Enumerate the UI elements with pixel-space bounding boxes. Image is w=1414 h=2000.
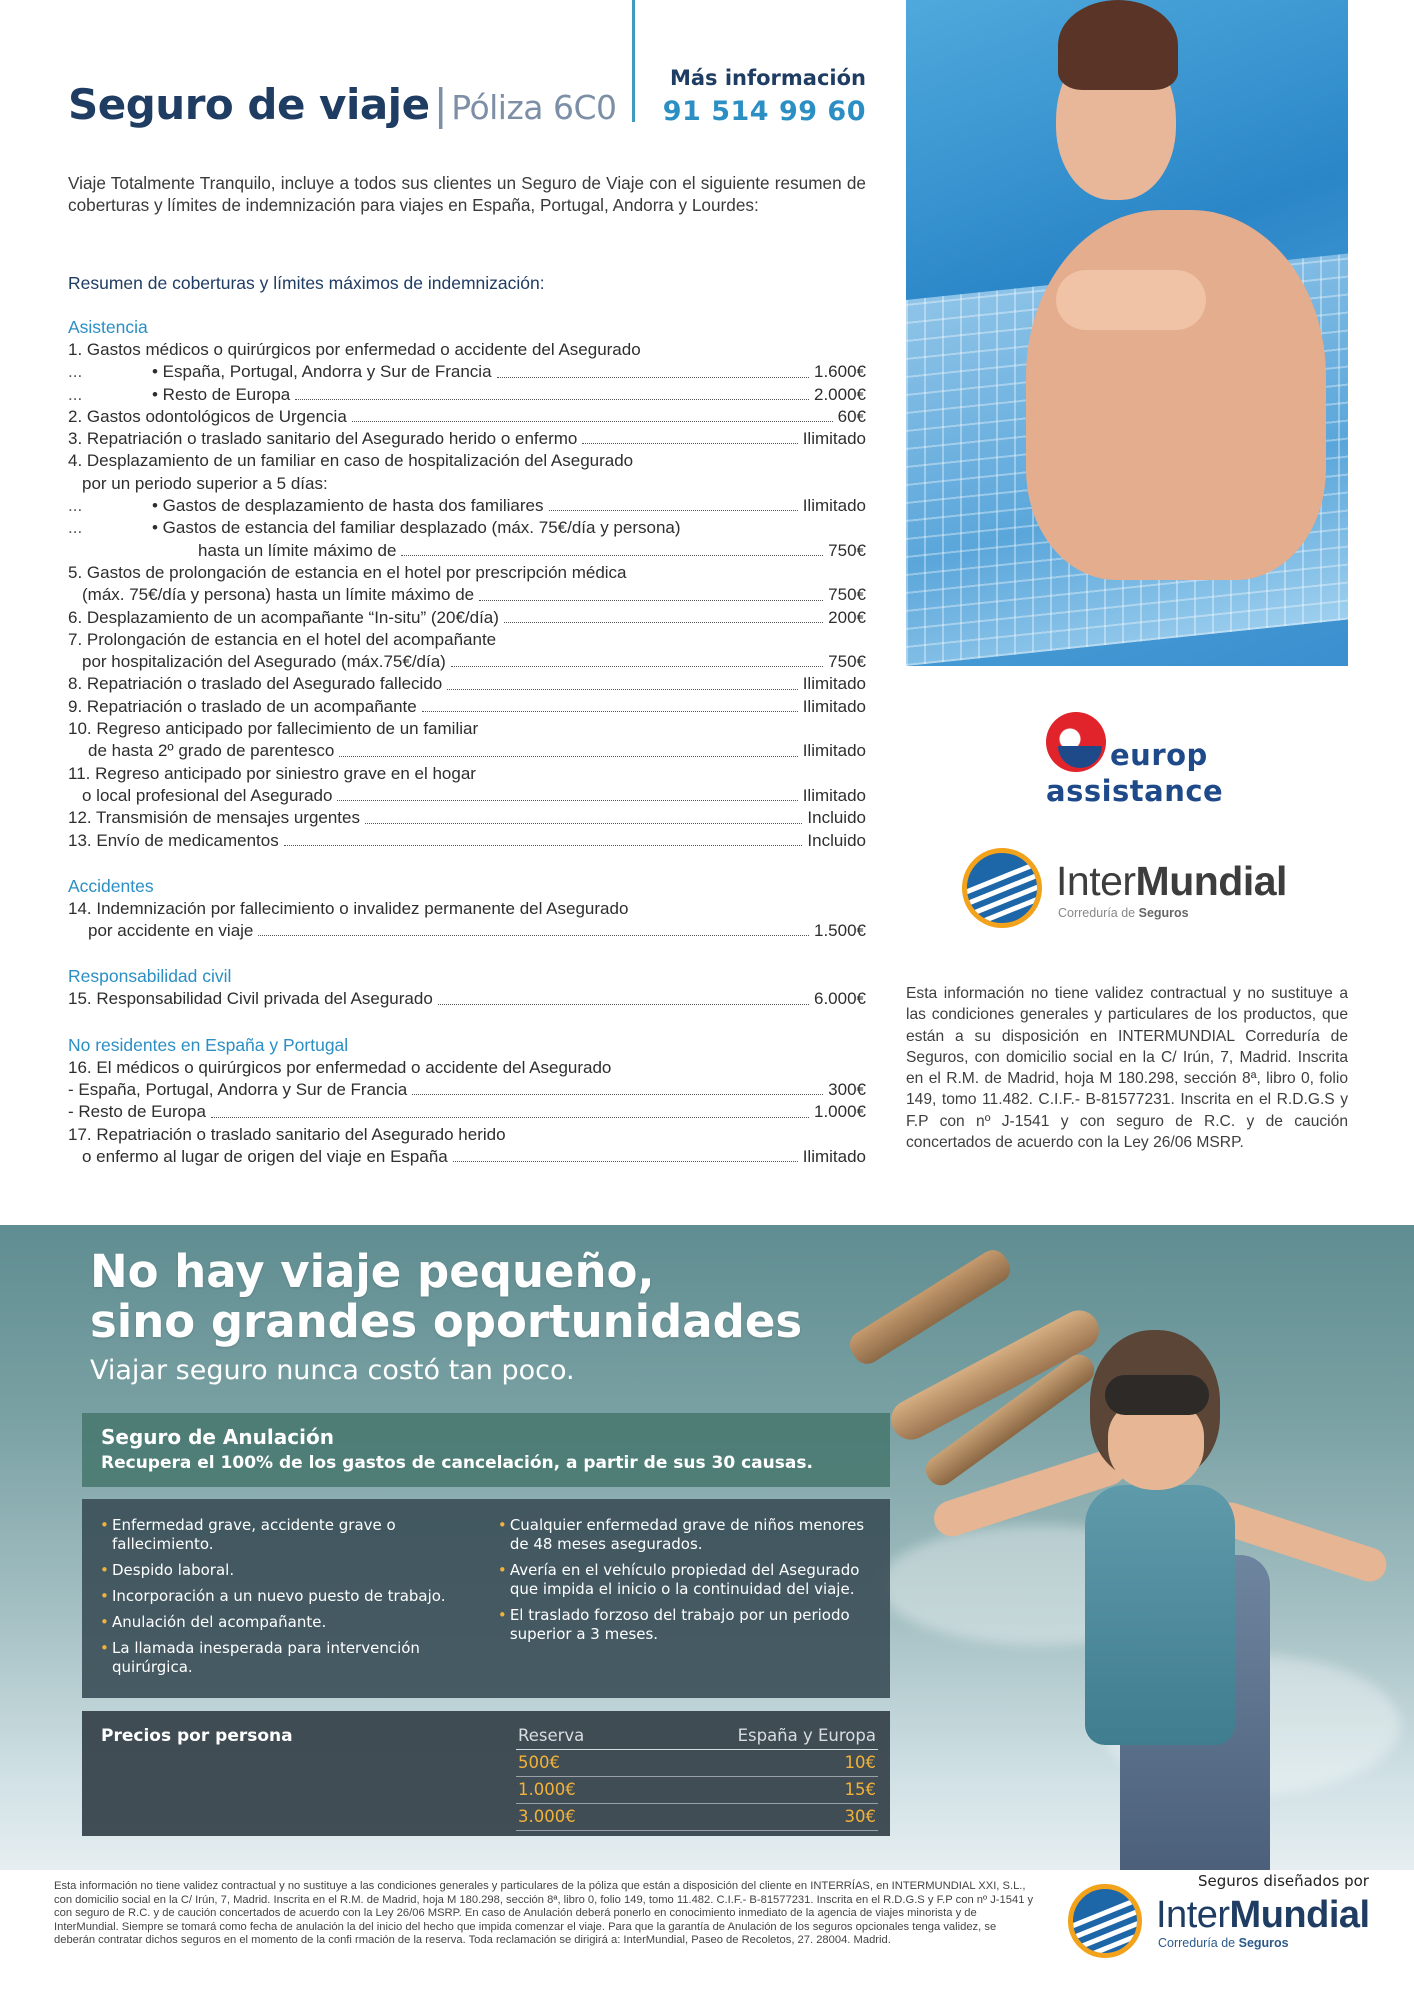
coverage-label: por un periodo superior a 5 días: — [82, 473, 328, 493]
causes-left-list — [100, 1516, 498, 1681]
designed-by-label: Seguros diseñados por — [1198, 1872, 1369, 1890]
phone-number[interactable]: 91 514 99 60 — [662, 96, 866, 127]
no-residentes-rows — [68, 1057, 866, 1168]
more-info-label: Más información — [669, 66, 866, 90]
coverage-row — [68, 607, 866, 629]
cause-item: • Avería en el vehículo propiedad del Asegurado que impida el inicio o la continuidad del viaje. — [498, 1561, 872, 1599]
coverage-label: por accidente en viaje — [88, 921, 254, 941]
price-reserva: 3.000€ — [516, 1803, 636, 1830]
coverage-value: 1.000€ — [814, 1102, 866, 1122]
price-reserva: 500€ — [516, 1749, 636, 1776]
anulacion-title: Seguro de Anulación — [101, 1425, 334, 1449]
europ-swirl-icon — [1046, 712, 1106, 772]
europ-assistance-logo: europ assistance — [1046, 708, 1206, 812]
legal-notice-right: Esta información no tiene validez contractual y no sustituye a las condiciones generales y particulares de los productos, que están a su disposición en INTERMUNDIAL Correduría de Seguros, con domicilio social en la C/ Irún, 7, Madrid. Inscrita en el R.M. de Madrid, hoja M 180.298, sección 8ª, libro 0, folio 149, tomo 11.482. C.I.F.- B-81577231. Inscrita en el R.D.G.S y F.P con nº J-1541 y con seguro de R.C. y de caución concertados de acuerdo con la Ley 26/06 MSRP. — [906, 985, 1348, 1152]
coverage-label: 14. Indemnización por fallecimiento o invalidez permanente del Asegurado — [68, 898, 629, 918]
coverage-row — [68, 428, 866, 450]
coverage-label: hasta un límite máximo de — [198, 540, 397, 560]
coverage-row — [68, 1101, 866, 1123]
coverage-value: 750€ — [828, 540, 866, 560]
coverage-label: 2. Gastos odontológicos de Urgencia — [68, 406, 347, 426]
coverage-label: 17. Repatriación o traslado sanitario del Asegurado herido — [68, 1124, 506, 1144]
coverage-label: 16. El médicos o quirúrgicos por enfermedad o accidente del Asegurado — [68, 1057, 612, 1077]
coverage-row: ... • Gastos de estancia del familiar desplazado (máx. 75€/día y persona) — [68, 517, 866, 539]
intermundial-logo: InterMundial Correduría de Seguros — [962, 848, 1292, 930]
contact-block — [663, 66, 866, 127]
coverage-label: 10. Regreso anticipado por fallecimiento de un familiar — [68, 719, 479, 739]
coverage-label: • Resto de Europa — [152, 384, 291, 404]
coverage-label: 4. Desplazamiento de un familiar en caso de hospitalización del Asegurado — [68, 451, 634, 471]
section-title-no-residentes: No residentes en España y Portugal — [68, 1034, 349, 1055]
coverage-row: ... • Resto de Europa 2.000€ — [68, 384, 866, 406]
coverage-row — [68, 629, 866, 651]
coverage-row — [68, 696, 866, 718]
intermundial-globe-icon — [1068, 1884, 1142, 1958]
cause-item: • La llamada inesperada para intervención quirúrgica. — [100, 1639, 498, 1677]
coverage-row — [68, 584, 866, 606]
intermundial-logo-footer: InterMundial Correduría de Seguros — [1068, 1884, 1368, 1964]
coverage-label: - España, Portugal, Andorra y Sur de Francia — [68, 1080, 408, 1100]
header-divider — [632, 0, 635, 122]
prices-table — [516, 1723, 878, 1831]
coverage-value: Ilimitado — [802, 496, 866, 516]
coverage-row — [68, 920, 866, 942]
price-value: 15€ — [636, 1776, 878, 1803]
coverage-row: ... • Gastos de desplazamiento de hasta dos familiares Ilimitado — [68, 495, 866, 517]
section-title-responsabilidad: Responsabilidad civil — [68, 966, 232, 987]
intermundial-globe-icon — [962, 848, 1042, 928]
anulacion-subtitle: Recupera el 100% de los gastos de cancelación, a partir de sus 30 causas. — [101, 1453, 813, 1473]
pool-woman-photo — [906, 0, 1348, 666]
cause-item: • Despido laboral. — [100, 1561, 498, 1580]
prices-header-zone: España y Europa — [636, 1723, 878, 1749]
coverage-value: 200€ — [828, 607, 866, 627]
price-row — [516, 1803, 878, 1830]
coverage-row — [68, 450, 866, 472]
cause-item: • Anulación del acompañante. — [100, 1613, 498, 1632]
coverage-list — [68, 316, 866, 1168]
coverage-value: 300€ — [828, 1080, 866, 1100]
coverage-label: 6. Desplazamiento de un acompañante “In-situ” (20€/día) — [68, 607, 499, 627]
banner-subhead: Viajar seguro nunca costó tan poco. — [90, 1355, 575, 1386]
coverage-row — [68, 406, 866, 428]
coverage-row — [68, 673, 866, 695]
coverage-row — [68, 1057, 866, 1079]
anulacion-box — [82, 1413, 890, 1487]
coverage-value: 2.000€ — [814, 384, 866, 404]
prices-header-reserva: Reserva — [516, 1723, 636, 1749]
coverage-row: ... • España, Portugal, Andorra y Sur de Francia 1.600€ — [68, 361, 866, 383]
coverage-label: 7. Prolongación de estancia en el hotel del acompañante — [68, 629, 497, 649]
coverage-value: 60€ — [837, 406, 866, 426]
banner-headline: No hay viaje pequeño, sino grandes oportunidades — [90, 1245, 803, 1348]
coverage-label: 12. Transmisión de mensajes urgentes — [68, 808, 360, 828]
section-title-asistencia: Asistencia — [68, 317, 148, 337]
coverage-label: 1. Gastos médicos o quirúrgicos por enfermedad o accidente del Asegurado — [68, 340, 641, 359]
coverage-label: (máx. 75€/día y persona) hasta un límite máximo de — [82, 585, 475, 605]
prices-label: Precios por persona — [101, 1726, 293, 1746]
causes-right-list — [498, 1516, 872, 1681]
cause-item: • El traslado forzoso del trabajo por un periodo superior a 3 meses. — [498, 1606, 872, 1644]
coverage-label: 5. Gastos de prolongación de estancia en el hotel por prescripción médica — [68, 562, 627, 582]
coverage-value: 750€ — [828, 652, 866, 672]
policy-number: Póliza 6C0 — [451, 88, 617, 127]
coverage-row — [68, 763, 866, 785]
coverage-value: Ilimitado — [802, 1146, 866, 1166]
title-text: Seguro de viaje — [68, 80, 430, 129]
intro-paragraph: Viaje Totalmente Tranquilo, incluye a todos sus clientes un Seguro de Viaje con el siguiente resumen de coberturas y límites de indemnización para viajes en España, Portugal, Andorra y Lourdes: — [68, 173, 866, 215]
price-reserva: 1.000€ — [516, 1776, 636, 1803]
price-row — [516, 1749, 878, 1776]
coverage-row — [68, 473, 866, 495]
causes-box — [82, 1499, 890, 1698]
coverage-row — [68, 562, 866, 584]
coverage-value: Ilimitado — [802, 741, 866, 761]
summary-title: Resumen de coberturas y límites máximos de indemnización: — [68, 273, 545, 293]
coverage-label: • España, Portugal, Andorra y Sur de Francia — [152, 362, 492, 382]
coverage-value: Incluido — [807, 830, 866, 850]
title-separator: | — [433, 80, 448, 129]
coverage-row — [68, 785, 866, 807]
coverage-value: Ilimitado — [802, 674, 866, 694]
price-row — [516, 1776, 878, 1803]
coverage-value: 1.500€ — [814, 921, 866, 941]
coverage-label: o local profesional del Asegurado — [82, 785, 333, 805]
coverage-value: 750€ — [828, 585, 866, 605]
responsabilidad-rows — [68, 988, 866, 1010]
footer-legal: Esta información no tiene validez contractual y no sustituye a las condiciones generales y particulares de la póliza que están a disposición del cliente en INTERRÍAS, en INTERMUNDIAL XXI, S.L., con domicilio social en la C/ Irún, 7, Madrid. Inscrita en el R.M. de Madrid, hoja M 180.298, sección 8ª, libro 0, folio 149, tomo 11.482. C.I.F.- B-81577231. Inscrita en el R.D.G.S y F.P con nº J-1541 y con seguro de R.C. y de caución concertados de acuerdo con la Ley 26/06 MSRP. En caso de Anulación deberá ponerlo en conocimiento inmediato de la agencia de viajes minorista y de InterMundial. Siempre se tomará como fecha de anulación la del inicio del hecho que impida comenzar el viaje. Para que la garantía de Anulación de los seguros opcionales tenga validez, se deberán contratar dichos seguros en el momento de la confi rmación de la reserva. Toda reclamación se dirigirá a: InterMundial, Paseo de Recoletos, 27. 28004. Madrid. — [54, 1880, 1034, 1947]
coverage-value: 6.000€ — [814, 989, 866, 1009]
coverage-value: 1.600€ — [814, 362, 866, 382]
cause-item: • Enfermedad grave, accidente grave o fallecimiento. — [100, 1516, 498, 1554]
coverage-label: por hospitalización del Asegurado (máx.75€/día) — [82, 652, 446, 672]
coverage-value: Ilimitado — [802, 785, 866, 805]
coverage-label: 3. Repatriación o traslado sanitario del Asegurado herido o enfermo — [68, 429, 578, 449]
coverage-label: 13. Envío de medicamentos — [68, 830, 279, 850]
coverage-label: 15. Responsabilidad Civil privada del Asegurado — [68, 989, 433, 1009]
coverage-row — [68, 540, 866, 562]
coverage-label: o enfermo al lugar de origen del viaje en España — [82, 1146, 448, 1166]
coverage-value: Incluido — [807, 808, 866, 828]
price-value: 30€ — [636, 1803, 878, 1830]
cause-item: • Cualquier enfermedad grave de niños menores de 48 meses asegurados. — [498, 1516, 872, 1554]
coverage-row — [68, 718, 866, 740]
coverage-row — [68, 830, 866, 852]
coverage-label: • Gastos de estancia del familiar desplazado (máx. 75€/día y persona) — [152, 518, 681, 538]
coverage-label: - Resto de Europa — [68, 1102, 206, 1122]
coverage-row — [68, 898, 866, 920]
prices-box — [82, 1711, 890, 1836]
coverage-row — [68, 1146, 866, 1168]
coverage-label: 9. Repatriación o traslado de un acompañante — [68, 696, 417, 716]
coverage-row — [68, 740, 866, 762]
section-title-accidentes: Accidentes — [68, 875, 154, 896]
coverage-row — [68, 988, 866, 1010]
asistencia-rows — [68, 339, 866, 852]
coverage-label: de hasta 2º grado de parentesco — [88, 741, 335, 761]
coverage-label: • Gastos de desplazamiento de hasta dos familiares — [152, 496, 544, 516]
cause-item: • Incorporación a un nuevo puesto de trabajo. — [100, 1587, 498, 1606]
coverage-value: Ilimitado — [802, 696, 866, 716]
coverage-value: Ilimitado — [802, 429, 866, 449]
coverage-label: 8. Repatriación o traslado del Asegurado fallecido — [68, 674, 443, 694]
coverage-row — [68, 1079, 866, 1101]
coverage-row — [68, 807, 866, 829]
accidentes-rows — [68, 898, 866, 943]
coverage-row — [68, 339, 866, 361]
price-value: 10€ — [636, 1749, 878, 1776]
coverage-row — [68, 651, 866, 673]
anulacion-banner — [0, 1225, 1414, 1870]
page-title — [68, 80, 617, 129]
coverage-row — [68, 1124, 866, 1146]
coverage-label: 11. Regreso anticipado por siniestro grave en el hogar — [68, 763, 476, 783]
